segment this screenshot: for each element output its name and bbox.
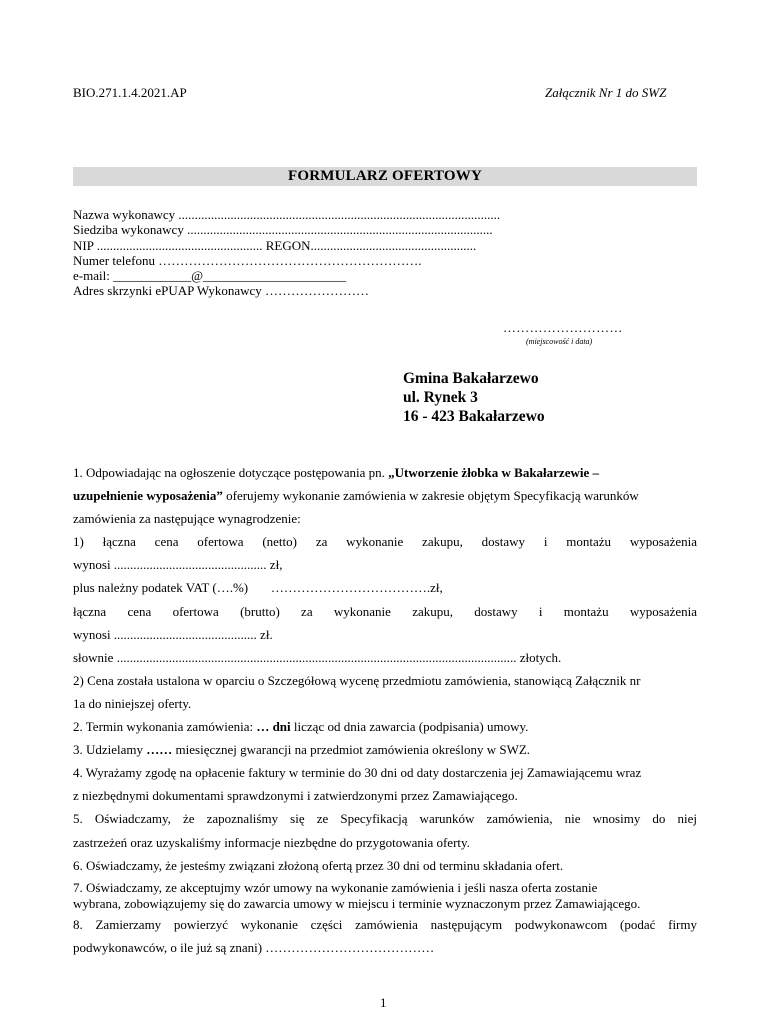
recipient-name: Gmina Bakałarzewo xyxy=(403,370,539,387)
place-date-dots: ……………………… xyxy=(503,320,623,335)
spec-statement-line-1: 5. Oświadczamy, że zapoznaliśmy się ze Specyfikacją warunków zamówienia, nie wnosimy do niej xyxy=(73,811,697,827)
title-bar xyxy=(73,167,697,186)
section-2-line-1: 2) Cena została ustalona w oparciu o Szczegółową wycenę przedmiotu zamówienia, stanowiącą Załącznik nr xyxy=(73,672,641,688)
procedure-name: „Utworzenie żłobka w Bakałarzewie – xyxy=(388,465,599,480)
gross-price-amount: wynosi ............................................ zł. xyxy=(73,626,273,642)
procedure-name-cont: uzupełnienie wyposażenia” xyxy=(73,488,223,504)
contract-statement-line-1: 7. Oświadczamy, ze akceptujmy wzór umowy na wykonanie zamówienia i jeśli nasza oferta zostanie xyxy=(73,879,598,895)
recipient-street: ul. Rynek 3 xyxy=(403,389,478,406)
vat-line: plus należny podatek VAT (….%) ……………………………….zł, xyxy=(73,580,443,596)
warranty-line: 3. Udzielamy …… miesięcznej gwarancji na przedmiot zamówienia określony w SWZ. xyxy=(73,742,531,758)
invoice-line-1: 4. Wyrażamy zgodę na opłacenie faktury w terminie do 30 dni od daty dostarczenia jej Zamawiającemu wraz xyxy=(73,765,642,781)
contractor-fields xyxy=(73,207,500,299)
subcontractors-line-2: podwykonawców, o ile już są znani) ………………………………… xyxy=(73,939,435,955)
annex-label: Załącznik Nr 1 do SWZ xyxy=(545,85,667,100)
recipient-city: 16 - 423 Bakałarzewo xyxy=(403,408,545,425)
contract-statement-line-2: wybrana, zobowiązujemy się do zawarcia umowy w miejscu i terminie wyznaczonym przez Zamawiającego. xyxy=(73,896,641,912)
recipient-address xyxy=(403,369,545,426)
place-date-caption: (miejscowość i data) xyxy=(526,337,593,346)
document-reference: BIO.271.1.4.2021.AP xyxy=(73,85,187,100)
page-number: 1 xyxy=(380,995,387,1010)
phone-field: Numer telefonu ……………………………………………………. xyxy=(73,252,422,268)
price-in-words: słownie ........................................................................................................................... złotych. xyxy=(73,649,562,665)
invoice-line-2: z niezbędnymi dokumentami sprawdzonymi i zatwierdzonymi przez Zamawiającego. xyxy=(73,788,518,804)
subcontractors-line-1: 8. Zamierzamy powierzyć wykonanie części zamówienia następującym podwykonawcom (podać firmy xyxy=(73,916,697,932)
section-2-line-2: 1a do niniejszej oferty. xyxy=(73,695,192,711)
net-price-line: 1) łączna cena ofertowa (netto) za wykonanie zakupu, dostawy i montażu wyposażenia xyxy=(73,534,697,550)
contractor-name-field: Nazwa wykonawcy ................................................................................................... xyxy=(73,207,501,222)
contractor-address-field: Siedziba wykonawcy .............................................................................................. xyxy=(73,222,493,238)
deadline-line: 2. Termin wykonania zamówienia: … dni licząc od dnia zawarcia (podpisania) umowy. xyxy=(73,719,529,735)
page-title: FORMULARZ OFERTOWY xyxy=(287,168,483,184)
section-1-line-1: 1. Odpowiadając na ogłoszenie dotyczące postępowania pn. „Utworzenie żłobka w Bakałarzewie – xyxy=(73,465,599,480)
gross-price-line: łączna cena ofertowa (brutto) za wykonanie zakupu, dostawy i montażu wyposażenia xyxy=(73,603,697,619)
spec-statement-line-2: zastrzeżeń oraz uzyskaliśmy informacje niezbędne do przygotowania oferty. xyxy=(73,834,470,850)
section-1-line-2: uzupełnienie wyposażenia” oferujemy wykonanie zamówienia w zakresie objętym Specyfikacją warunków xyxy=(73,488,639,504)
net-price-amount: wynosi ............................................... zł, xyxy=(73,557,283,573)
offer-body xyxy=(73,461,697,959)
nip-regon-field: NIP ................................................... REGON................................................... xyxy=(73,237,477,253)
section-1-line-3: zamówienia za następujące wynagrodzenie: xyxy=(73,511,301,527)
email-field: e-mail: ____________@______________________ xyxy=(73,268,347,284)
binding-offer-line: 6. Oświadczamy, że jesteśmy związani złożoną ofertą przez 30 dni od terminu składania ofert. xyxy=(73,857,564,873)
epuap-field: Adres skrzynki ePUAP Wykonawcy …………………… xyxy=(73,283,370,299)
